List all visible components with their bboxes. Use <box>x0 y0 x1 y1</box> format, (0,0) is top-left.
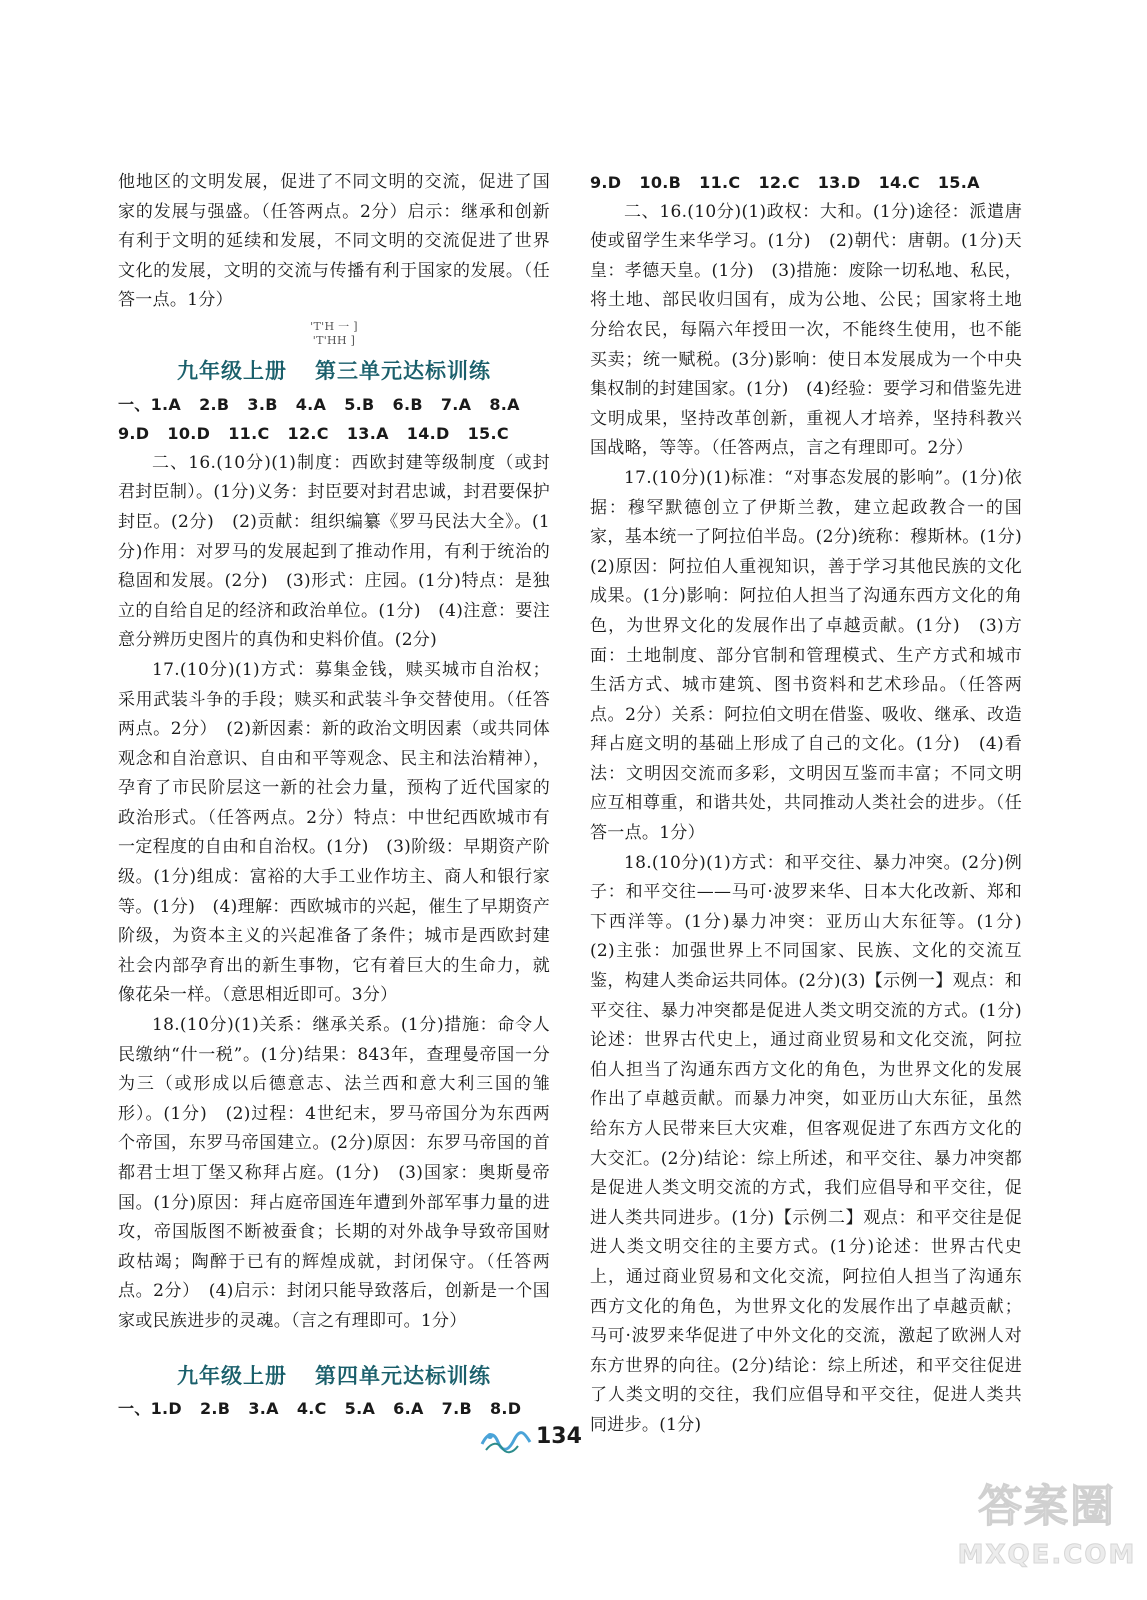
mc-answer: 4.A <box>295 394 327 414</box>
mc-answer: 14.C <box>878 173 920 192</box>
unit3-q17: 17.(10分)(1)方式：募集金钱，赎买城市自治权；采用武装斗争的手段；赎买和武装斗争交替使用。（任答两点。2分） (2)新因素：新的政治文明因素（或共同体观念和自治意识、自由和平等观念、民主和法治精神），孕育了市民阶层这一新的社会力量，预构了近代国家的政治形式。（任答两点。2分）特点：中世纪西欧城市有一定程度的自由和自治权。(1分) (3)阶级：早期资产阶级。(1分)组成：富裕的大手工业作坊主、商人和银行家等。(1分) (4)理解：西欧城市的兴起，催生了早期资产阶级，为资本主义的兴起准备了条件；城市是西欧封建社会内部孕育出的新生事物，它有着巨大的生命力，就像花朵一样。（意思相近即可。3分） <box>118 659 550 1006</box>
stamp-mark <box>118 320 550 352</box>
page-number: 134 <box>536 1424 582 1449</box>
mc-answer: 13.A <box>346 424 389 444</box>
wave-decoration-icon <box>480 1426 532 1456</box>
mc-answer: 8.A <box>489 394 520 414</box>
unit4-title-grade: 九年级上册 <box>177 1362 287 1388</box>
mc-answer: 5.A <box>344 1399 376 1419</box>
mc-answer: 2.B <box>199 394 230 414</box>
mc-answer: 4.C <box>296 1399 327 1419</box>
unit4-mc-row-2 <box>590 168 1022 198</box>
unit4-title-name: 第四单元达标训练 <box>315 1362 491 1388</box>
mc-answer: 10.D <box>167 424 211 444</box>
unit4-q17: 17.(10分)(1)标准：“对事态发展的影响”。(1分)依据：穆罕默德创立了伊斯兰教，建立起政教合一的国家，基本统一了阿拉伯半岛。(2分)统称：穆斯林。(1分) (2)原因：阿拉伯人重视知识，善于学习其他民族的文化成果。(1分)影响：阿拉伯人担当了沟通东西方文化的角色，为世界文化的发展作出了卓越贡献。(1分) (3)方面：土地制度、部分官制和管理模式、生产方式和城市生活方式、城市建筑、图书资料和艺术珍品。（任答两点。2分）关系：阿拉伯文明在借鉴、吸收、继承、改造拜占庭文明的基础上形成了自己的文化。(1分) (4)看法：文明因交流而多彩，文明因互鉴而丰富；不同文明应互相尊重，和谐共处，共同推动人类社会的进步。（任答一点。1分） <box>590 467 1040 844</box>
unit3-title-grade: 九年级上册 <box>177 357 287 383</box>
stamp-line-1: 'T'H 一 ] <box>310 319 358 333</box>
unit3-q18: 18.(10分)(1)关系：继承关系。(1分)措施：命令人民缴纳“什一税”。(1分)结果：843年，查理曼帝国一分为三（或形成以后德意志、法兰西和意大利三国的雏形）。(1分) (2)过程：4世纪末，罗马帝国分为东西两个帝国，东罗马帝国建立。(2分)原因：东罗马帝国的首都君士坦丁堡又称拜占庭。(1分) (3)国家：奥斯曼帝国。(1分)原因：拜占庭帝国连年遭到外部军事力量的进攻，帝国版图不断被蚕食；长期的对外战争导致帝国财政枯竭；陶醉于已有的辉煌成就，封闭保守。（任答两点。2分） (4)启示：封闭只能导致落后，创新是一个国家或民族进步的灵魂。（言之有理即可。1分） <box>118 1015 550 1331</box>
mc-answer: 11.C <box>699 173 741 192</box>
mc-answer: 15.A <box>937 173 980 192</box>
mc-answer: 6.B <box>392 394 423 414</box>
mc-answer: 14.D <box>406 424 450 444</box>
stamp-line-2: 'T'HH ] <box>312 333 356 347</box>
unit4-q16: 二、16.(10分)(1)政权：大和。(1分)途径：派遣唐使或留学生来华学习。(1分) (2)朝代：唐朝。(1分)天皇：孝德天皇。(1分) (3)措施：废除一切私地、私民，将土地、部民收归国有，成为公地、公民；国家将土地分给农民，每隔六年授田一次，不能终生使用，也不能买卖；统一赋税。(3分)影响：使日本发展成为一个中央集权制的封建国家。(1分) (4)经验：要学习和借鉴先进文明成果，坚持改革创新，重视人才培养，坚持科教兴国战略，等等。（任答两点，言之有理即可。2分） <box>590 201 1022 459</box>
unit3-title-name: 第三单元达标训练 <box>315 357 491 383</box>
unit4-q18: 18.(10分)(1)方式：和平交往、暴力冲突。(2分)例子：和平交往——马可·波罗来华、日本大化改新、郑和下西洋等。(1分)暴力冲突：亚历山大东征等。(1分) (2)主张：加强世界上不同国家、民族、文化的交流互鉴，构建人类命运共同体。(2分)(3)【示例一】观点：和平交往、暴力冲突都是促进人类文明交流的方式。(1分)论述：世界古代史上，通过商业贸易和文化交流，阿拉伯人担当了沟通东西方文化的角色，为世界文化的发展作出了卓越贡献。而暴力冲突，如亚历山大东征，虽然给东方人民带来巨大灾难，但客观促进了东西方文化的大交汇。(2分)结论：综上所述，和平交往、暴力冲突都是促进人类文明交流的方式，我们应倡导和平交往，促进人类共同进步。(1分)【示例二】观点：和平交往是促进人类文明交往的主要方式。(1分)论述：世界古代史上，通过商业贸易和文化交流，阿拉伯人担当了沟通东西方文化的角色，为世界文化的发展作出了卓越贡献；马可·波罗来华促进了中外文化的交流，激起了欧洲人对东方世界的向往。(2分)结论：综上所述，和平交往促进了人类文明的交往，我们应倡导和平交往，促进人类共同进步。(1分) <box>590 852 1040 1435</box>
mc-answer: 11.C <box>228 424 270 444</box>
mc-answer: 3.A <box>248 1399 279 1419</box>
watermark-en: MXQE.COM <box>957 1540 1137 1570</box>
mc-answer: 9.D <box>590 173 622 192</box>
mc-answer: 一、1.D <box>118 1399 182 1419</box>
unit4-mc-row-1 <box>118 1394 550 1424</box>
mc-answer: 8.D <box>489 1399 522 1419</box>
mc-answer: 3.B <box>247 394 278 414</box>
mc-answer: 2.B <box>200 1399 231 1419</box>
mc-answer: 7.A <box>440 394 472 414</box>
mc-answer: 6.A <box>393 1399 424 1419</box>
mc-answer: 13.D <box>817 173 861 192</box>
mc-answer: 9.D <box>118 424 150 444</box>
unit4-title <box>118 1361 550 1391</box>
mc-answer: 5.B <box>344 394 375 414</box>
mc-answer: 12.C <box>287 424 329 444</box>
mc-answer: 一、1.A <box>118 394 182 414</box>
intro-paragraph: 他地区的文明发展，促进了不同文明的交流，促进了国家的发展与强盛。（任答两点。2分）启示：继承和创新有利于文明的延续和发展，不同文明的交流促进了世界文化的发展，文明的交流与传播有利于国家的发展。（任答一点。1分） <box>118 172 550 311</box>
mc-answer: 12.C <box>758 173 800 192</box>
mc-answer: 7.B <box>441 1399 472 1419</box>
mc-answer: 15.C <box>467 424 509 444</box>
watermark-logo <box>952 1470 1142 1588</box>
left-column <box>118 168 550 1424</box>
unit3-mc-row-2 <box>118 419 550 449</box>
unit3-title <box>118 356 550 386</box>
unit3-q16: 二、16.(10分)(1)制度：西欧封建等级制度（或封君封臣制）。(1分)义务：封臣要对封君忠诚，封君要保护封臣。(2分) (2)贡献：组织编纂《罗马民法大全》。(1分)作用：对罗马的发展起到了推动作用，有利于统治的稳固和发展。(2分) (3)形式：庄园。(1分)特点：是独立的自给自足的经济和政治单位。(1分) (4)注意：要注意分辨历史图片的真伪和史料价值。(2分) <box>118 452 550 651</box>
watermark-cn: 答案圈 <box>978 1481 1116 1532</box>
unit3-mc-row-1 <box>118 390 550 420</box>
mc-answer: 10.B <box>639 173 682 192</box>
right-column <box>590 168 1040 1441</box>
